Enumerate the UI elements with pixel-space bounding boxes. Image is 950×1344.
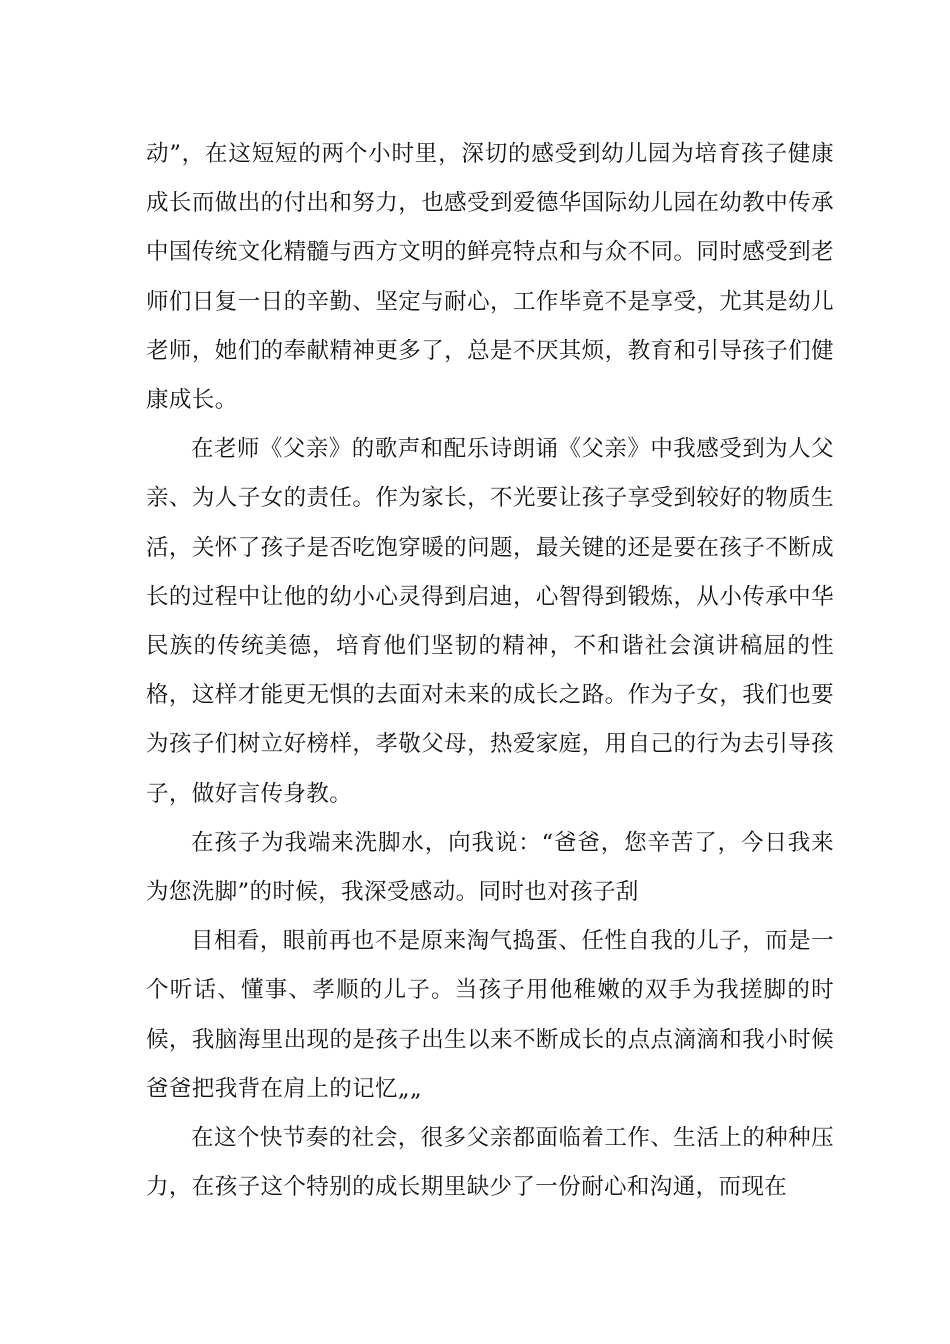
paragraph: 动”，在这短短的两个小时里，深切的感受到幼儿园为培育孩子健康成长而做出的付出和努力，也感受到爱德华国际幼儿园在幼教中传承中国传统文化精髓与西方文明的鲜亮特点和与众不同。同时感受到老师们日复一日的辛勤、坚定与耐心，工作毕竟不是享受，尤其是幼儿老师，她们的奉献精神更多了，总是不厌其烦，教育和引导孩子们健康成长。 <box>146 141 834 414</box>
paragraph: 在这个快节奏的社会，很多父亲都面临着工作、生活上的种种压力，在孩子这个特别的成长期里缺少了一份耐心和沟通，而现在 <box>146 1125 834 1201</box>
paragraph: 目相看，眼前再也不是原来淘气捣蛋、任性自我的儿子，而是一个听话、懂事、孝顺的儿子。当孩子用他稚嫩的双手为我搓脚的时候，我脑海里出现的是孩子出生以来不断成长的点点滴滴和我小时候爸爸把我背在肩上的记忆„„ <box>146 928 834 1102</box>
paragraph: 在老师《父亲》的歌声和配乐诗朗诵《父亲》中我感受到为人父亲、为人子女的责任。作为家长，不光要让孩子享受到较好的物质生活，关怀了孩子是否吃饱穿暖的问题，最关键的还是要在孩子不断成长的过程中让他的幼小心灵得到启迪，心智得到锻炼，从小传承中华民族的传统美德，培育他们坚韧的精神，不和谐社会演讲稿屈的性格，这样才能更无惧的去面对未来的成长之路。作为子女，我们也要为孩子们树立好榜样，孝敬父母，热爱家庭，用自己的行为去引导孩子，做好言传身教。 <box>146 436 834 807</box>
paragraph: 在孩子为我端来洗脚水，向我说：“爸爸，您辛苦了，今日我来为您洗脚”的时候，我深受感动。同时也对孩子刮 <box>146 829 834 906</box>
